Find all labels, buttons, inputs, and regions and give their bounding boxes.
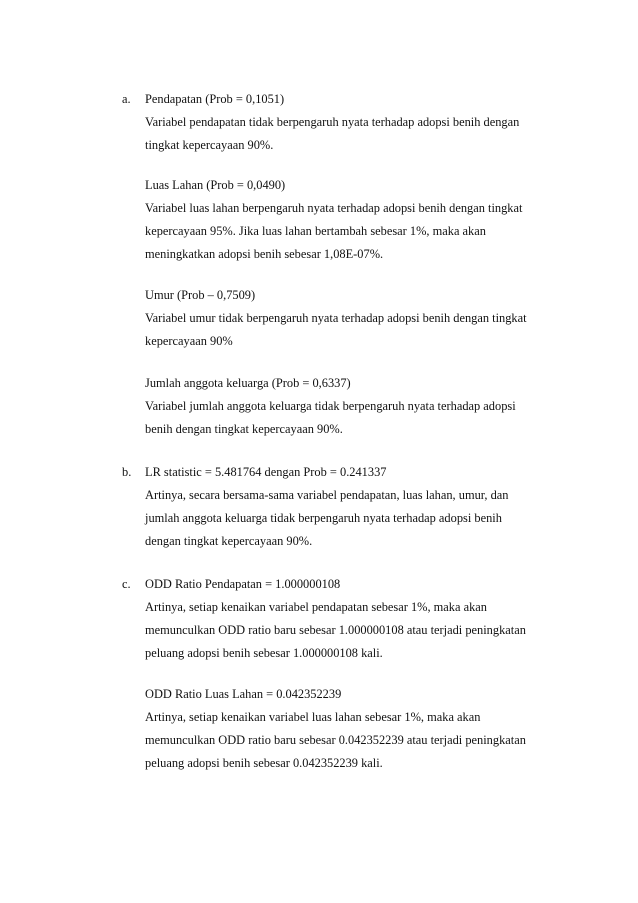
block-text: jumlah anggota keluarga tidak berpengaruh nyata terhadap adopsi benih: [145, 511, 502, 525]
block-heading: Umur (Prob – 0,7509): [145, 288, 256, 302]
section-marker: c.: [122, 577, 131, 591]
block-text: kepercayaan 90%: [145, 334, 233, 348]
block-text: memunculkan ODD ratio baru sebesar 0.042352239 atau terjadi peningkatan: [145, 733, 526, 747]
luas-lahan-block: [145, 178, 555, 270]
block-heading: ODD Ratio Luas Lahan = 0.042352239: [145, 687, 342, 701]
block-text: kepercayaan 95%. Jika luas lahan bertambah sebesar 1%, maka akan: [145, 224, 486, 238]
block-text: Variabel jumlah anggota keluarga tidak berpengaruh nyata terhadap adopsi: [145, 399, 516, 413]
block-text: peluang adopsi benih sebesar 1.000000108 kali.: [145, 646, 383, 660]
block-text: Artinya, setiap kenaikan variabel pendapatan sebesar 1%, maka akan: [145, 600, 487, 614]
block-text: Artinya, secara bersama-sama variabel pendapatan, luas lahan, umur, dan: [145, 488, 509, 502]
umur-block: [145, 288, 555, 357]
block-heading: ODD Ratio Pendapatan = 1.000000108: [145, 577, 341, 591]
pendapatan-block: [145, 92, 555, 161]
jumlah-anggota-block: [145, 376, 555, 445]
section-marker: b.: [122, 465, 132, 479]
block-text: Variabel umur tidak berpengaruh nyata terhadap adopsi benih dengan tingkat: [145, 311, 527, 325]
block-text: dengan tingkat kepercayaan 90%.: [145, 534, 313, 548]
odd-ratio-luas-lahan-block: [145, 687, 555, 779]
odd-ratio-pendapatan-block: [145, 577, 555, 669]
block-heading: Luas Lahan (Prob = 0,0490): [145, 178, 286, 192]
block-text: Artinya, setiap kenaikan variabel luas lahan sebesar 1%, maka akan: [145, 710, 481, 724]
block-text: tingkat kepercayaan 90%.: [145, 138, 274, 152]
block-text: peluang adopsi benih sebesar 0.042352239 kali.: [145, 756, 383, 770]
block-heading: LR statistic = 5.481764 dengan Prob = 0.241337: [145, 465, 387, 479]
lr-statistic-block: [145, 465, 555, 557]
block-text: meningkatkan adopsi benih sebesar 1,08E-07%.: [145, 247, 384, 261]
block-heading: Pendapatan (Prob = 0,1051): [145, 92, 285, 106]
block-text: Variabel pendapatan tidak berpengaruh nyata terhadap adopsi benih dengan: [145, 115, 520, 129]
block-text: Variabel luas lahan berpengaruh nyata terhadap adopsi benih dengan tingkat: [145, 201, 523, 215]
section-marker: a.: [122, 92, 131, 106]
block-text: memunculkan ODD ratio baru sebesar 1.000000108 atau terjadi peningkatan: [145, 623, 526, 637]
block-text: benih dengan tingkat kepercayaan 90%.: [145, 422, 343, 436]
block-heading: Jumlah anggota keluarga (Prob = 0,6337): [145, 376, 351, 390]
